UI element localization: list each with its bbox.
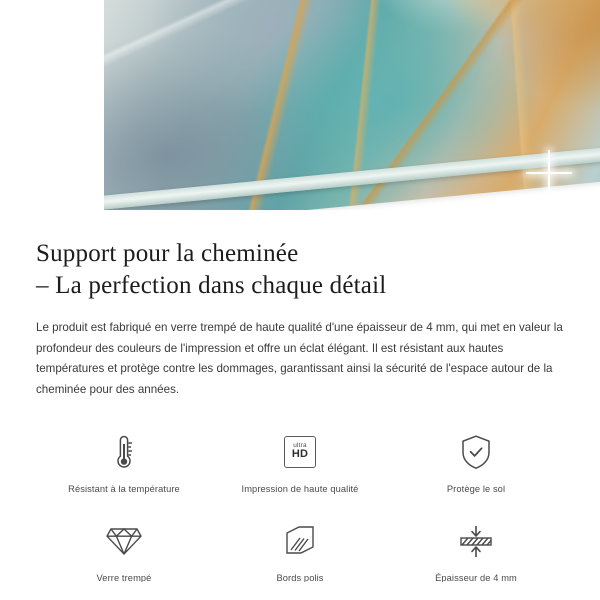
content-section <box>0 214 600 593</box>
page-title <box>36 238 564 302</box>
ultra-hd-icon <box>284 429 316 475</box>
ultra-hd-badge-top: ultra <box>293 441 307 449</box>
feature-item-floor-protection <box>388 423 564 504</box>
headline-line-2: – La perfection dans chaque détail <box>36 272 387 299</box>
hero-left-mask <box>0 0 104 214</box>
feature-item-thickness <box>388 512 564 593</box>
feature-label: Bords polis <box>276 572 324 583</box>
headline-line-1: Support pour la cheminée <box>36 240 299 267</box>
description-paragraph: Le produit est fabriqué en verre trempé de haute qualité d'une épaisseur de 4 mm, qui met en valeur la profondeur des couleurs de l'impression et offre un éclat élégant. Il est résistant aux hautes températures et protège contre les dommages, garantissant ainsi la sécurité de l'espace autour de la cheminée pour des années. <box>36 321 563 396</box>
hero-image <box>0 0 600 214</box>
thermometer-icon <box>111 429 137 475</box>
shield-check-icon <box>458 429 494 475</box>
polished-edges-icon <box>282 518 318 564</box>
diamond-icon <box>104 518 144 564</box>
feature-label: Protège le sol <box>446 483 506 494</box>
hero-bottom-mask <box>0 210 600 214</box>
feature-item-print-quality <box>212 423 388 504</box>
feature-label: Verre trempé <box>96 572 152 583</box>
ultra-hd-badge-bottom: HD <box>291 448 309 461</box>
feature-label: Épaisseur de 4 mm <box>435 572 517 583</box>
footer-spacer <box>0 582 600 600</box>
feature-item-tempered-glass <box>36 512 212 593</box>
feature-item-polished-edges <box>212 512 388 593</box>
feature-item-temperature <box>36 423 212 504</box>
feature-grid <box>36 423 564 593</box>
feature-label: Résistant à la température <box>68 483 180 494</box>
feature-label: Impression de haute qualité <box>241 483 359 494</box>
thickness-4mm-icon <box>456 518 496 564</box>
